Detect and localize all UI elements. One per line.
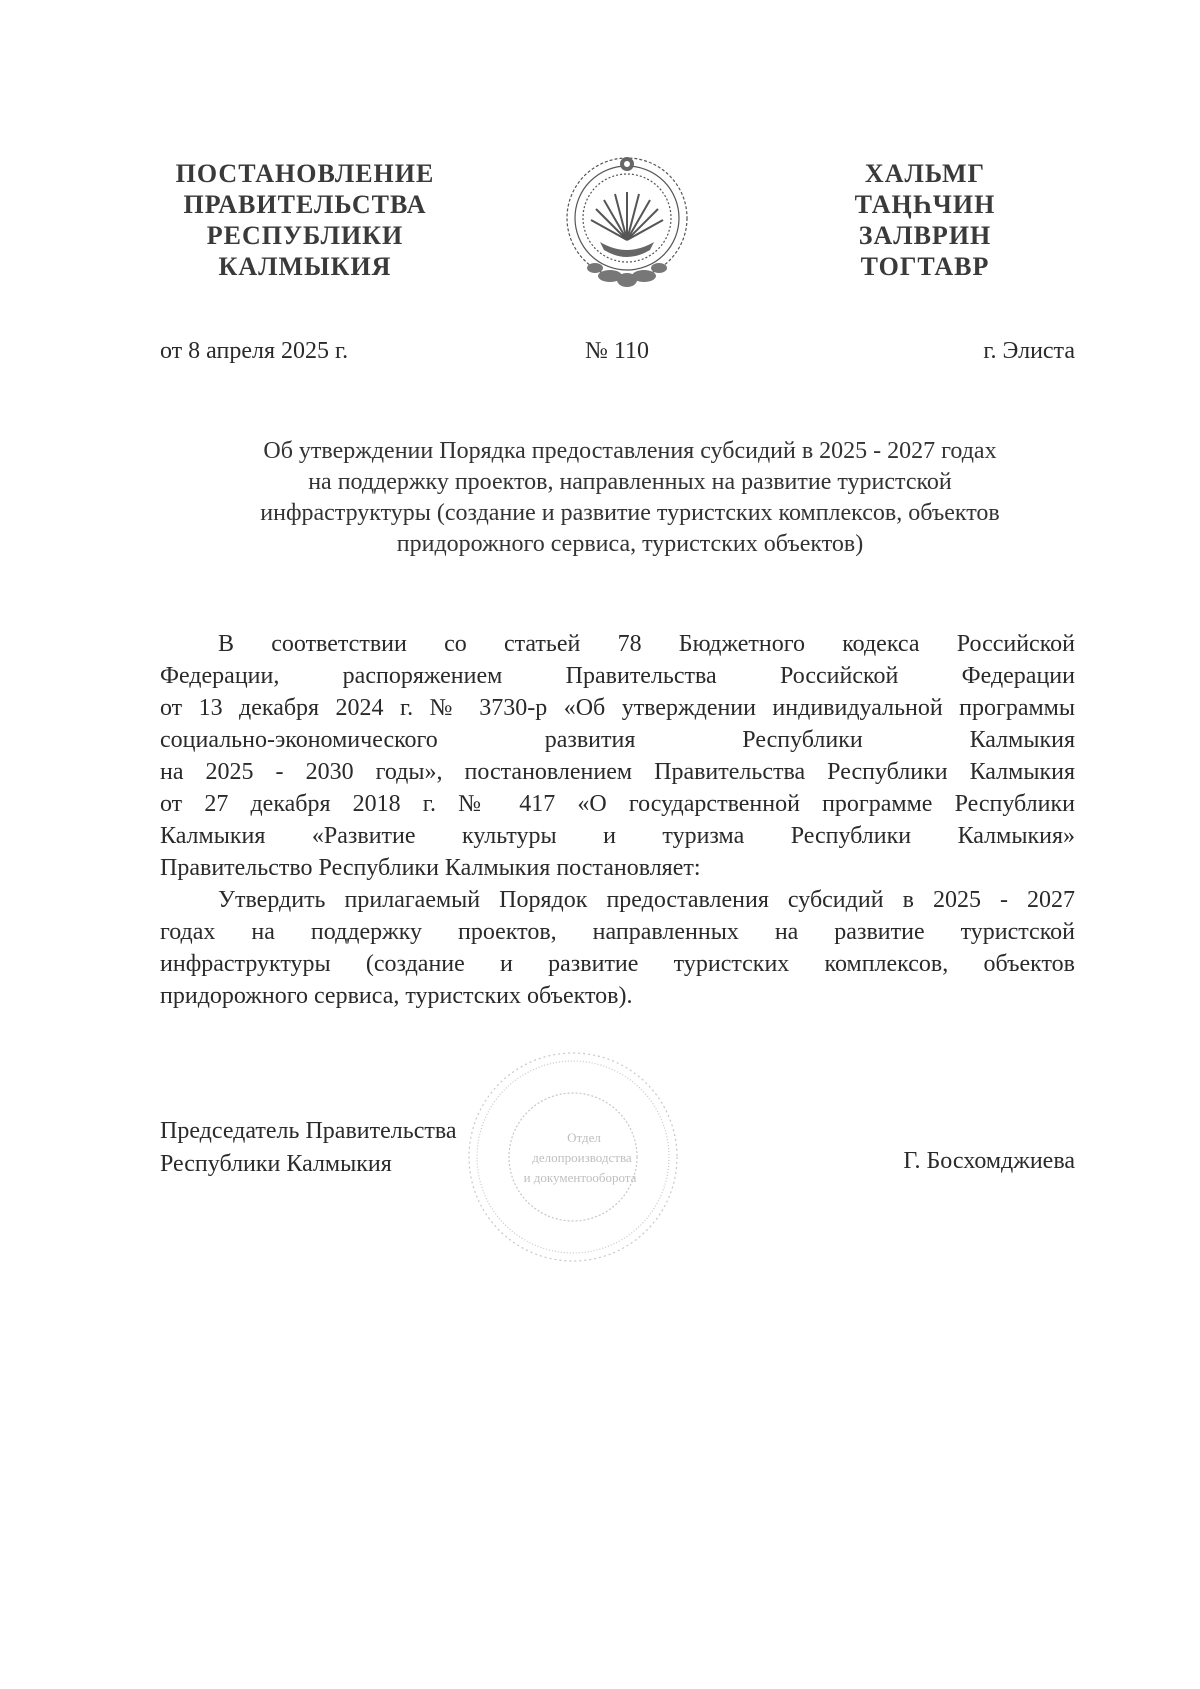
stamp-text-line: и документооборота (523, 1170, 637, 1185)
header-ru-line: ПОСТАНОВЛЕНИЕ (175, 159, 435, 188)
body-line: социально-экономического развития Республики Калмыкия (160, 727, 1075, 753)
title-line: Об утверждении Порядка предоставления субсидий в 2025 - 2027 годах (263, 438, 997, 464)
body-line: Правительство Республики Калмыкия постановляет: (160, 855, 701, 881)
title-line: инфраструктуры (создание и развитие туристских комплексов, объектов (260, 500, 1000, 526)
header-ru-line: ПРАВИТЕЛЬСТВА (183, 190, 427, 219)
header-kalmyk-line: ТОГТАВР (860, 252, 990, 281)
official-seal-stamp-icon (462, 1046, 684, 1268)
body-line: Утвердить прилагаемый Порядок предоставления субсидий в 2025 - 2027 (218, 887, 1075, 913)
signer-name: Г. Босхомджиева (903, 1148, 1075, 1174)
header-kalmyk-title (820, 158, 1030, 282)
body-line: на 2025 - 2030 годы», постановлением Правительства Республики Калмыкия (160, 759, 1075, 785)
document-title (180, 436, 1080, 560)
body-line: от 13 декабря 2024 г. № 3730-р «Об утверждении индивидуальной программы (160, 695, 1075, 721)
body-line: Федерации, распоряжением Правительства Российской Федерации (160, 663, 1075, 689)
body-line: годах на поддержку проектов, направленных на развитие туристской (160, 919, 1075, 945)
body-line: инфраструктуры (создание и развитие туристских комплексов, объектов (160, 951, 1075, 977)
body-line: придорожного сервиса, туристских объектов). (160, 983, 633, 1009)
document-meta-row (160, 338, 1075, 370)
document-city: г. Элиста (983, 338, 1075, 364)
document-date: от 8 апреля 2025 г. (160, 338, 349, 364)
stamp-text-line: Отдел (567, 1130, 601, 1145)
header-kalmyk-line: ТАҢҺЧИН (854, 190, 996, 219)
stamp-text-line: делопроизводства (532, 1150, 632, 1165)
signer-position-line: Республики Калмыкия (160, 1151, 392, 1177)
signer-position-line: Председатель Правительства (160, 1118, 457, 1144)
kalmykia-coat-of-arms-icon (560, 148, 694, 296)
header-ru-line: РЕСПУБЛИКИ (206, 221, 404, 250)
header-kalmyk-line: ХАЛЬМГ (864, 159, 986, 188)
title-line: придорожного сервиса, туристских объектов) (396, 531, 864, 557)
body-line: от 27 декабря 2018 г. № 417 «О государственной программе Республики (160, 791, 1075, 817)
body-line: В соответствии со статьей 78 Бюджетного кодекса Российской (218, 631, 1075, 657)
signer-position (160, 1115, 457, 1181)
body-line: Калмыкия «Развитие культуры и туризма Республики Калмыкия» (160, 823, 1075, 849)
title-line: на поддержку проектов, направленных на развитие туристской (308, 469, 952, 495)
header-ru-title (150, 158, 460, 282)
header-kalmyk-line: ЗАЛВРИН (858, 221, 992, 250)
document-body (160, 628, 1075, 1012)
document-number: № 110 (585, 338, 650, 364)
header-ru-line: КАЛМЫКИЯ (218, 252, 392, 281)
